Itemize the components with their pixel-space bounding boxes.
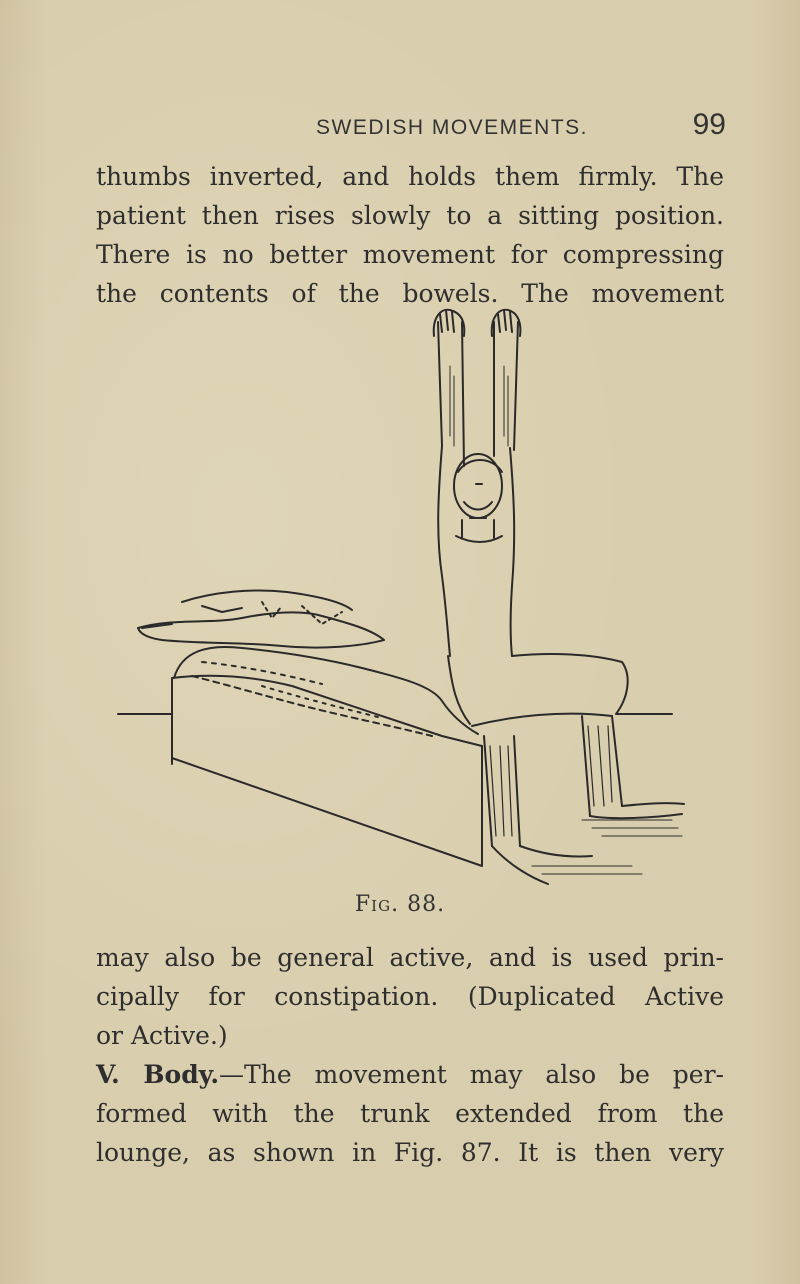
section-label: V. Body. <box>96 1060 220 1089</box>
text-line: lounge, as shown in Fig. 87. It is then very <box>96 1138 724 1167</box>
text-line: cipally for constipation. (Duplicated Active <box>96 982 724 1011</box>
figure-illustration <box>112 306 712 896</box>
body-text-top <box>96 157 724 313</box>
text-line: the contents of the bowels. The movement <box>96 279 724 308</box>
text-line: may also be general active, and is used prin- <box>96 943 724 972</box>
text-line: thumbs inverted, and holds them firmly. The <box>96 162 724 191</box>
figure-caption: Fig. 88. <box>354 892 446 917</box>
text-line: formed with the trunk extended from the <box>96 1099 724 1128</box>
text-line: patient then rises slowly to a sitting position. <box>96 201 724 230</box>
figure-88-drawing <box>112 306 712 896</box>
lounge-front <box>172 678 482 866</box>
body-text-bottom <box>96 938 724 1172</box>
text-line: There is no better movement for compressing <box>96 240 724 269</box>
running-title: SWEDISH MOVEMENTS. <box>316 116 589 139</box>
page-number: 99 <box>692 108 726 141</box>
running-head <box>316 108 726 144</box>
section-first-line <box>96 1055 724 1094</box>
lounge-top-edge <box>172 676 482 746</box>
text-line: or Active.) <box>96 1021 228 1050</box>
section-text: —The movement may also be per- <box>219 1060 724 1089</box>
